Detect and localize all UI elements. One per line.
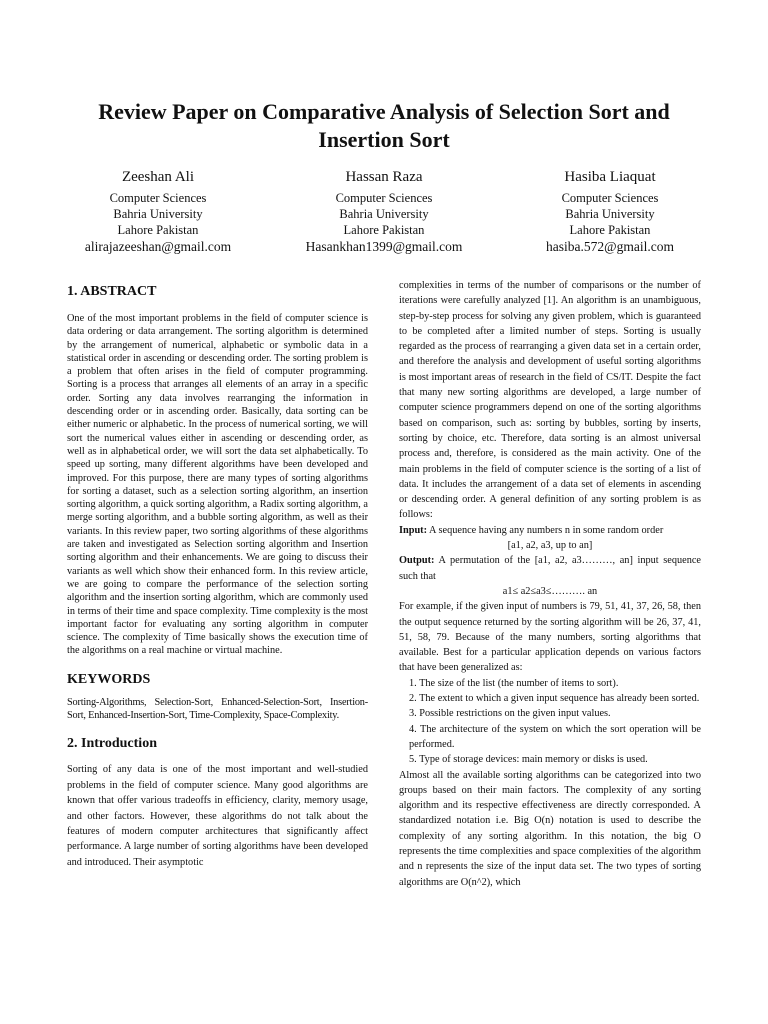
input-label: Input: [399, 524, 428, 536]
input-sequence: [a1, a2, a3, up to an] [507, 540, 593, 552]
list-item: 5. Type of storage devices: main memory or disks is used. [409, 754, 648, 766]
author-location: Lahore Pakistan [117, 223, 199, 237]
list-item: 4. The architecture of the system on which the sort operation will be performed. [409, 723, 701, 750]
author-name: Zeeshan Ali [121, 169, 195, 185]
author-location: Lahore Pakistan [343, 223, 425, 237]
author-block [58, 167, 258, 256]
title-line-2: Insertion Sort [318, 127, 450, 152]
abstract-text: One of the most important problems in the field of computer science is data ordering or data arrangement. The sorting algorithm is determined by the arrangement of numerical, alphabetic or symbolic data in a statistical order in ascending or descending order. The sorting problem is a problem that often arises in the field of computer programming. Sorting is a process that arranges all elements of an array in a specific order. Sorting any data involves rearranging the information in descending order or in ascending order. Basically, data sorting can be either numeric or alphabetic. In the process of numerical sorting, we will sort the numerical values either in ascending or descending order, as well as in alphabetical order, we will sort the data set alphabetically. To speed up sorting, many different algorithms have been developed and improved. For this purpose, there are many types of sorting algorithms for sorting a dataset, such as a selection sorting algorithm, an insertion sorting algorithm, a quick sorting algorithm, a Radix sorting algorithm, a merge sorting algorithm, and a bubble sorting algorithm, as well as their variants. In this review paper, two sorting algorithms of these algorithms are taken and investigated as Selection sorting algorithm and Insertion sorting algorithm and their enhancements. We are going to discuss their variants as well which show their enhanced form. In this review article, we are going to compare the performance of the selection sorting algorithm and the insertion sorting algorithm, which are commonly used in terms of their time and space complexity. Time complexity is the most important factor for evaluating any sorting algorithm in computer science. The complexity of Time basically shows the execution time of the algorithms on a real machine or virtual machine. [67, 313, 368, 657]
introduction-text: Sorting of any data is one of the most important and well-studied problems in the field of computer science. Many good algorithms are known that offer various tradeoffs in efficiency, clarity, memory usage, and other factors. However, these algorithms do not talk about the features of modern computer architectures that significantly affect performance. A large number of sorting algorithms have been developed and introduced. Their asymptotic [67, 764, 368, 868]
list-item: 3. Possible restrictions on the given input values. [409, 708, 611, 720]
output-sequence: a1≤ a2≤a3≤………. an [502, 585, 598, 597]
output-text: A permutation of the [a1, a2, a3………, an] input sequence such that [399, 555, 701, 582]
author-block [284, 167, 484, 256]
author-university: Bahria University [565, 207, 655, 221]
author-email[interactable]: hasiba.572@gmail.com [546, 239, 674, 254]
author-dept: Computer Sciences [109, 191, 207, 205]
author-university: Bahria University [113, 207, 203, 221]
list-item: 1. The size of the list (the number of items to sort). [409, 677, 619, 689]
keywords-text: Sorting-Algorithms, Selection-Sort, Enhanced-Selection-Sort, Insertion-Sort, Enhanced-Insertion-Sort, Time-Complexity, Space-Complexity. [67, 696, 368, 722]
author-email[interactable]: Hasankhan1399@gmail.com [305, 239, 463, 254]
paper-title [60, 98, 708, 154]
title-line-1: Review Paper on Comparative Analysis of Selection Sort and [98, 99, 670, 124]
author-dept: Computer Sciences [335, 191, 433, 205]
author-dept: Computer Sciences [561, 191, 659, 205]
input-definition [399, 523, 701, 538]
body-paragraph: Almost all the available sorting algorithms can be categorized into two groups based on their main factors. The complexity of any sorting algorithm and its respective effectiveness are directly corresponded. A standardized notation i.e. Big O(n) notation is used to describe the complexity of any sorting algorithm. In this notation, the big O represents the time complexities and space complexities of the algorithm and n represents the size of the input data set. The two types of sorting algorithms are O(n^2), which [399, 769, 701, 888]
right-column [399, 278, 701, 890]
output-label: Output: [399, 555, 435, 567]
author-name: Hasiba Liaquat [564, 169, 656, 185]
input-text: A sequence having any numbers n in some random order [427, 524, 664, 536]
author-name: Hassan Raza [345, 169, 423, 185]
author-university: Bahria University [339, 207, 429, 221]
body-paragraph: complexities in terms of the number of comparisons or the number of iterations were carefully analyzed [1]. An algorithm is an unambiguous, step-by-step process for solving any given problem, which is guaranteed to be completed after a limited number of steps. Sorting is usually regarded as the process of rearranging a given data set in a certain order, and therefore the analysis and development of useful sorting algorithms is most important areas of research in the field of CS/IT. Despite the fact that many new sorting algorithms are developed, a large number of computer science programmers depend on one of the sorting algorithms based on comparison, such as: sorting by bubbles, sorting by inserts, sorting by choice, etc. Therefore, data sorting is an almost universal process and, therefore, is considered as the main activity. One of the main problems in the field of computer science is the sorting of a list of data. It includes the arrangement of a data set of elements in ascending or descending order. A general definition of any sorting problem is as follows: [399, 280, 701, 521]
body-paragraph: For example, if the given input of numbers is 79, 51, 41, 37, 26, 58, then the output sequence returned by the sorting algorithm will be 26, 37, 41, 51, 58, 79. Because of the many numbers, sorting algorithms that available. Best for a particular application depends on various factors that have been generalized as: [399, 601, 701, 674]
author-location: Lahore Pakistan [569, 223, 651, 237]
list-item: 2. The extent to which a given input sequence has already been sorted. [409, 693, 700, 705]
left-column [67, 282, 368, 870]
abstract-heading: 1. ABSTRACT [67, 284, 157, 299]
keywords-heading: KEYWORDS [67, 671, 151, 687]
author-email[interactable]: alirajazeeshan@gmail.com [84, 239, 232, 254]
introduction-heading: 2. Introduction [67, 736, 157, 752]
author-block [510, 167, 710, 256]
output-definition [399, 553, 701, 584]
